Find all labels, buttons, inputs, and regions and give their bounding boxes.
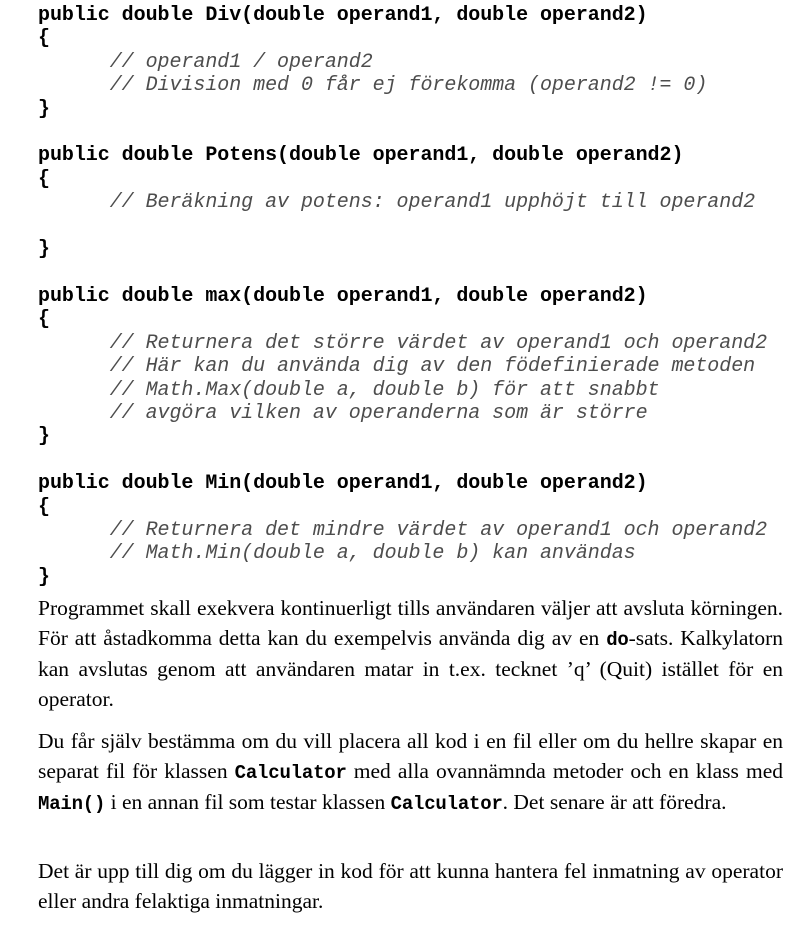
code-method-signature: public double max(double operand1, double operand2) (38, 284, 648, 308)
code-comment-line: // Returnera det större värdet av operand1 och operand2 (38, 331, 768, 355)
code-method-signature: public double Min(double operand1, double operand2) (38, 472, 648, 496)
p2-part1: Du får själv bestämma om du vill placera all kod i en fil eller om du hellre skapar en separat fil för klassen (38, 729, 783, 783)
code-close-brace: } (38, 238, 50, 262)
p2-part2: med alla ovannämnda metoder och en klass med (346, 758, 783, 783)
code-blank-line (38, 215, 788, 238)
p2-code-calculator-2: Calculator (390, 793, 503, 816)
p2-code-calculator-1: Calculator (234, 761, 347, 784)
code-close-brace: } (38, 565, 50, 589)
code-comment-line: // Beräkning av potens: operand1 upphöjt till operand2 (38, 191, 756, 215)
p1-part2: -sats. Kalkylatorn kan avslutas genom att användaren matar in t.ex. tecknet ’q’ (Quit) istället för en operator. (38, 625, 783, 711)
code-method-gap (38, 121, 788, 144)
code-comment-line: // Math.Max(double a, double b) för att snabbt (38, 378, 660, 402)
code-close-brace: } (38, 425, 50, 449)
paragraph-error-handling (38, 857, 783, 916)
code-method-gap (38, 261, 788, 284)
paragraph-text: Det är upp till dig om du lägger in kod för att kunna hantera fel inmatning av operator eller andra felaktiga inmatningar. (38, 859, 783, 913)
paragraph-file-organization (38, 727, 783, 820)
p2-code-main: Main() (38, 793, 106, 816)
code-method-signature: public double Div(double operand1, double operand2) (38, 4, 648, 27)
code-open-brace: { (38, 167, 50, 191)
p1-code-do: do (606, 628, 629, 651)
code-method-signature: public double Potens(double operand1, double operand2) (38, 144, 684, 168)
code-comment-line: // operand1 / operand2 (38, 50, 373, 74)
code-comment-line: // Returnera det mindre värdet av operand1 och operand2 (38, 518, 768, 542)
p2-part3: i en annan fil som testar klassen (105, 790, 391, 815)
code-comment-line: // Division med 0 får ej förekomma (operand2 != 0) (38, 74, 708, 98)
paragraph-text (38, 727, 783, 820)
p2-part4: . Det senare är att föredra. (502, 790, 727, 815)
code-open-brace: { (38, 27, 50, 51)
code-comment-line: // avgöra vilken av operanderna som är större (38, 401, 648, 425)
code-close-brace: } (38, 97, 50, 121)
code-block (38, 4, 788, 589)
p1-part1: Programmet skall exekvera kontinuerligt tills användaren väljer att avsluta körningen. För att åstadkomma detta kan du exempelvis använda dig av en (38, 596, 783, 650)
code-method-gap (38, 449, 788, 472)
code-open-brace: { (38, 308, 50, 332)
paragraph-text (38, 594, 783, 714)
paragraph-execution-loop (38, 594, 783, 714)
code-open-brace: { (38, 495, 50, 519)
code-comment-line: // Math.Min(double a, double b) kan användas (38, 542, 636, 566)
code-comment-line: // Här kan du använda dig av den födefinierade metoden (38, 355, 756, 379)
